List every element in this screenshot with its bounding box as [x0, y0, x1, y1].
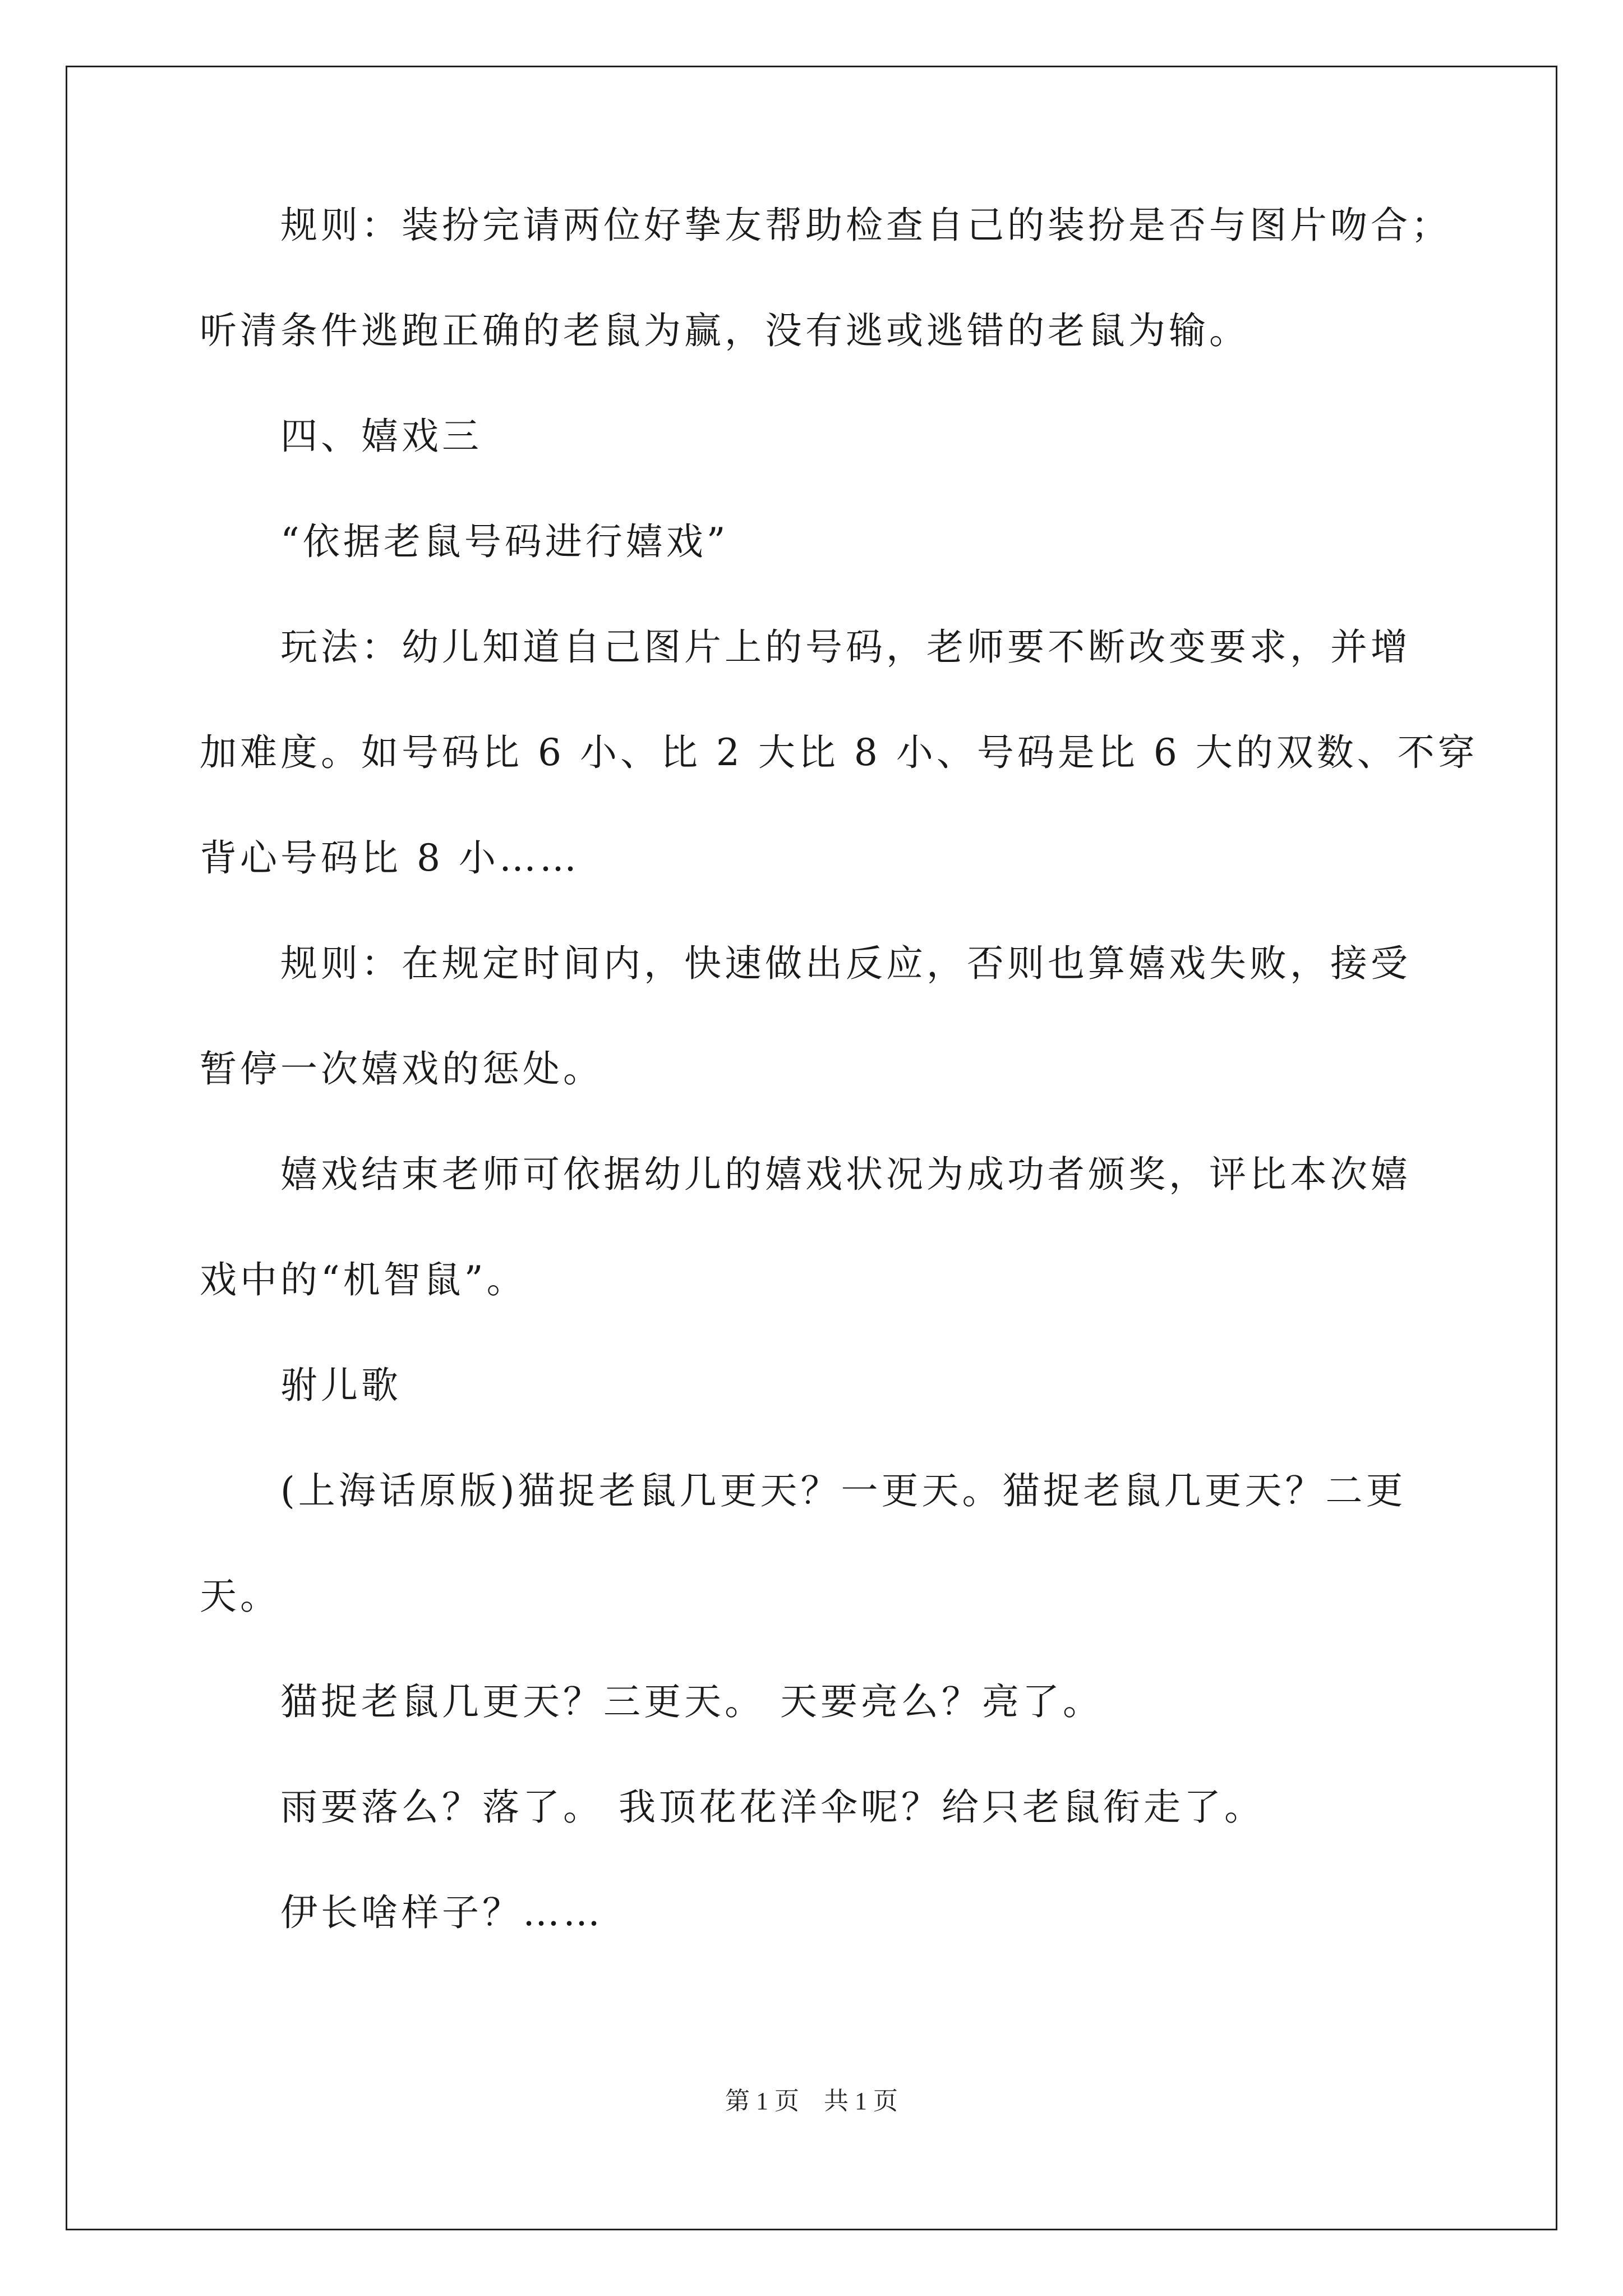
page-number-footer: 第 1 页 共 1 页	[725, 2087, 898, 2115]
song-line-3: 雨要落么？落了。 我顶花花洋伞呢？给只老鼠衔走了。	[280, 1786, 1265, 1829]
song-line-4: 伊长啥样子？……	[280, 1891, 603, 1934]
rule2-paragraph-line-2: 暂停一次嬉戏的惩处。	[200, 1047, 603, 1091]
rule2-paragraph-line-1: 规则：在规定时间内，快速做出反应，否则也算嬉戏失败，接受	[280, 942, 1411, 985]
method-paragraph-line-3: 背心号码比 8 小……	[200, 836, 580, 880]
song-line-1: (上海话原版)猫捉老鼠几更天？一更天。猫捉老鼠几更天？二更	[280, 1469, 1407, 1512]
ending-paragraph-line-2: 戏中的“机智鼠”。	[200, 1258, 527, 1301]
game-title: “依据老鼠号码进行嬉戏”	[280, 520, 729, 563]
ending-paragraph-line-1: 嬉戏结束老师可依据幼儿的嬉戏状况为成功者颁奖，评比本次嬉	[280, 1153, 1411, 1196]
rule-paragraph-line-1: 规则：装扮完请两位好挚友帮助检查自己的装扮是否与图片吻合；	[280, 204, 1451, 247]
song-heading: 驸儿歌	[280, 1364, 402, 1407]
song-line-1-wrap: 天。	[200, 1575, 280, 1618]
section-heading: 四、嬉戏三	[280, 415, 482, 458]
method-paragraph-line-1: 玩法：幼儿知道自己图片上的号码，老师要不断改变要求，并增	[280, 625, 1411, 669]
rule-paragraph-line-2: 听清条件逃跑正确的老鼠为赢，没有逃或逃错的老鼠为输。	[200, 309, 1249, 352]
method-paragraph-line-2: 加难度。如号码比 6 小、比 2 大比 8 小、号码是比 6 大的双数、不穿	[200, 731, 1478, 774]
song-line-2: 猫捉老鼠几更天？三更天。 天要亮么？亮了。	[280, 1680, 1103, 1723]
